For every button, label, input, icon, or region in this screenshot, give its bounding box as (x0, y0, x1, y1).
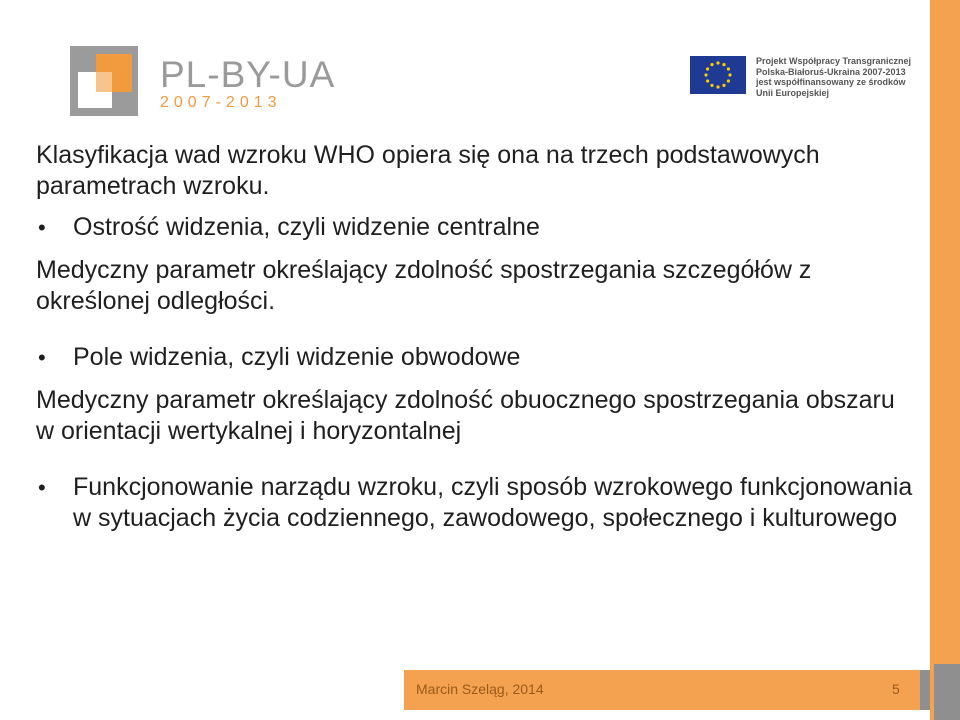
eu-line: jest współfinansowany ze środków (756, 77, 906, 87)
bullet-visual-functioning: • Funkcjonowanie narządu wzroku, czyli sposób wzrokowego funkcjonowania w sytuacjach życia codziennego, zawodowego, społecznego i kulturowego (36, 472, 916, 534)
eu-cofinancing-note (756, 56, 911, 98)
eu-flag-icon (690, 56, 746, 94)
eu-line: Projekt Współpracy Transgranicznej (756, 56, 912, 66)
program-logo-icon (70, 46, 138, 116)
eu-line: Unii Europejskiej (756, 87, 830, 98)
logo-text: PL-BY-UA (160, 54, 336, 95)
right-decor-grey-block (934, 664, 960, 720)
slide-number: 5 (892, 681, 900, 697)
visual-field-description: Medyczny parametr określający zdolność obuocznego spostrzegania obszaru w orientacji wertykalnej i horyzontalnej (36, 386, 895, 445)
right-decor-strip (930, 0, 960, 720)
footer-grey-block (920, 670, 930, 710)
footer-author: Marcin Szeląg, 2014 (416, 681, 544, 697)
eu-line: Polska-Białoruś-Ukraina 2007-2013 (756, 66, 906, 77)
slide-content (36, 140, 916, 534)
intro-paragraph: Klasyfikacja wad wzroku WHO opiera się ona na trzech podstawowych parametrach wzroku. (36, 141, 820, 200)
logo-years: 2007-2013 (160, 94, 282, 111)
bullet-visual-field: • Pole widzenia, czyli widzenie obwodowe (36, 342, 916, 373)
visual-acuity-description: Medyczny parametr określający zdolność spostrzegania szczegółów z określonej odległości. (36, 256, 812, 315)
bullet-visual-acuity: • Ostrość widzenia, czyli widzenie centralne (36, 212, 916, 243)
